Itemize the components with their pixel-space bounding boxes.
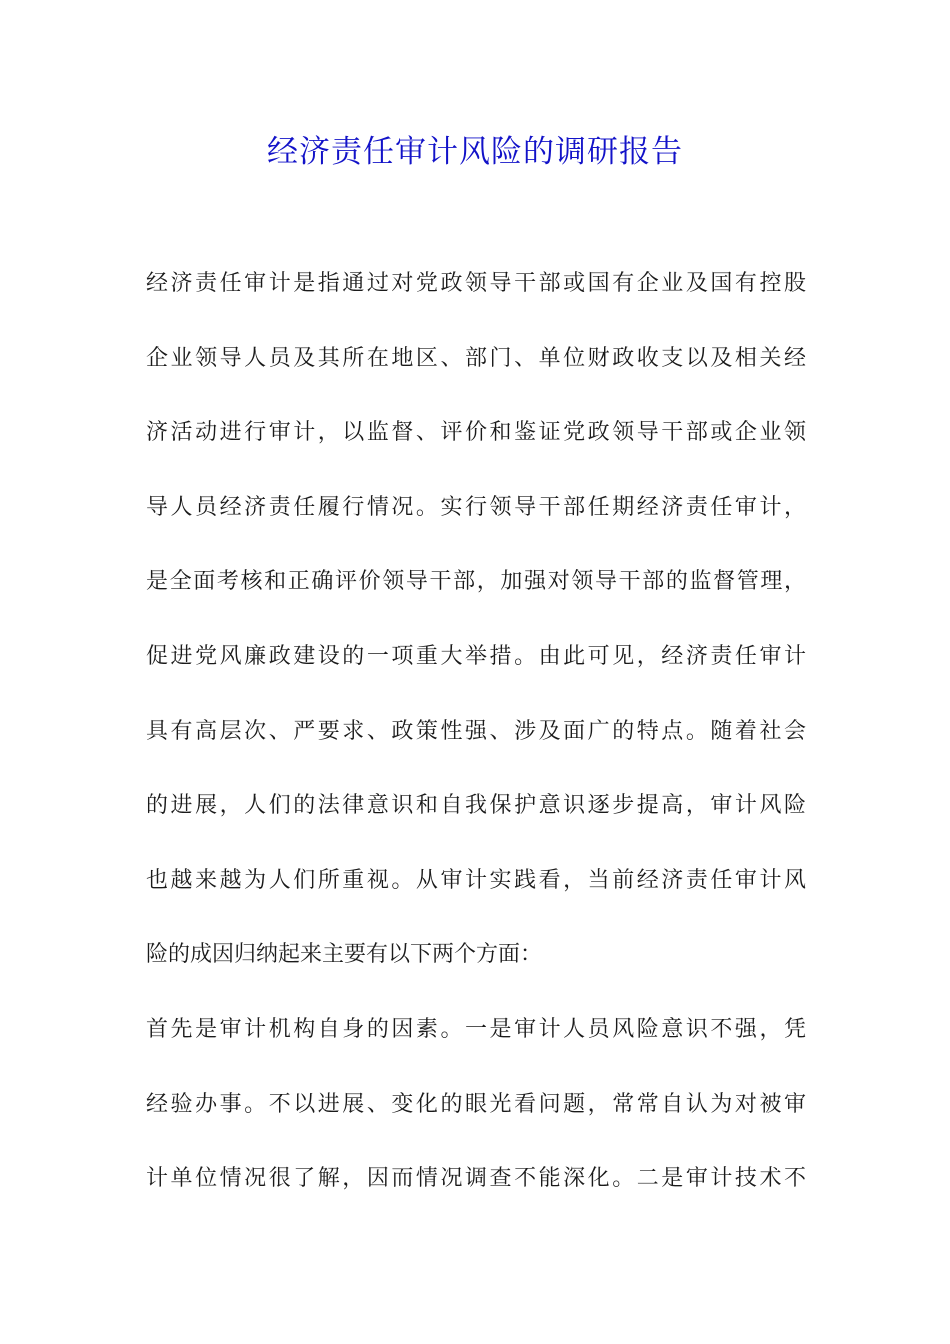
document-body <box>146 264 806 1234</box>
text-line: 导人员经济责任履行情况。实行领导干部任期经济责任审计， <box>146 494 806 520</box>
text-line: 企业领导人员及其所在地区、部门、单位财政收支以及相关经 <box>146 345 806 371</box>
text-line: 具有高层次、严要求、政策性强、涉及面广的特点。随着社会 <box>146 718 806 744</box>
text-line: 是全面考核和正确评价领导干部，加强对领导干部的监督管理， <box>146 569 806 595</box>
document-title: 经济责任审计风险的调研报告 <box>267 134 683 170</box>
text-line: 济活动进行审计，以监督、评价和鉴证党政领导干部或企业领 <box>146 420 806 446</box>
text-line: 经济责任审计是指通过对党政领导干部或国有企业及国有控股 <box>146 271 806 296</box>
text-line: 的进展，人们的法律意识和自我保护意识逐步提高，审计风险 <box>146 793 806 819</box>
text-line: 险的成因归纳起来主要有以下两个方面： <box>146 942 543 968</box>
text-line: 计单位情况很了解，因而情况调查不能深化。二是审计技术不 <box>146 1166 806 1192</box>
text-line: 促进党风廉政建设的一项重大举措。由此可见，经济责任审计 <box>146 643 806 669</box>
text-line: 也越来越为人们所重视。从审计实践看，当前经济责任审计风 <box>146 867 806 893</box>
text-line: 首先是审计机构自身的因素。一是审计人员风险意识不强，凭 <box>146 1016 806 1042</box>
text-line: 经验办事。不以进展、变化的眼光看问题，常常自认为对被审 <box>146 1091 806 1117</box>
